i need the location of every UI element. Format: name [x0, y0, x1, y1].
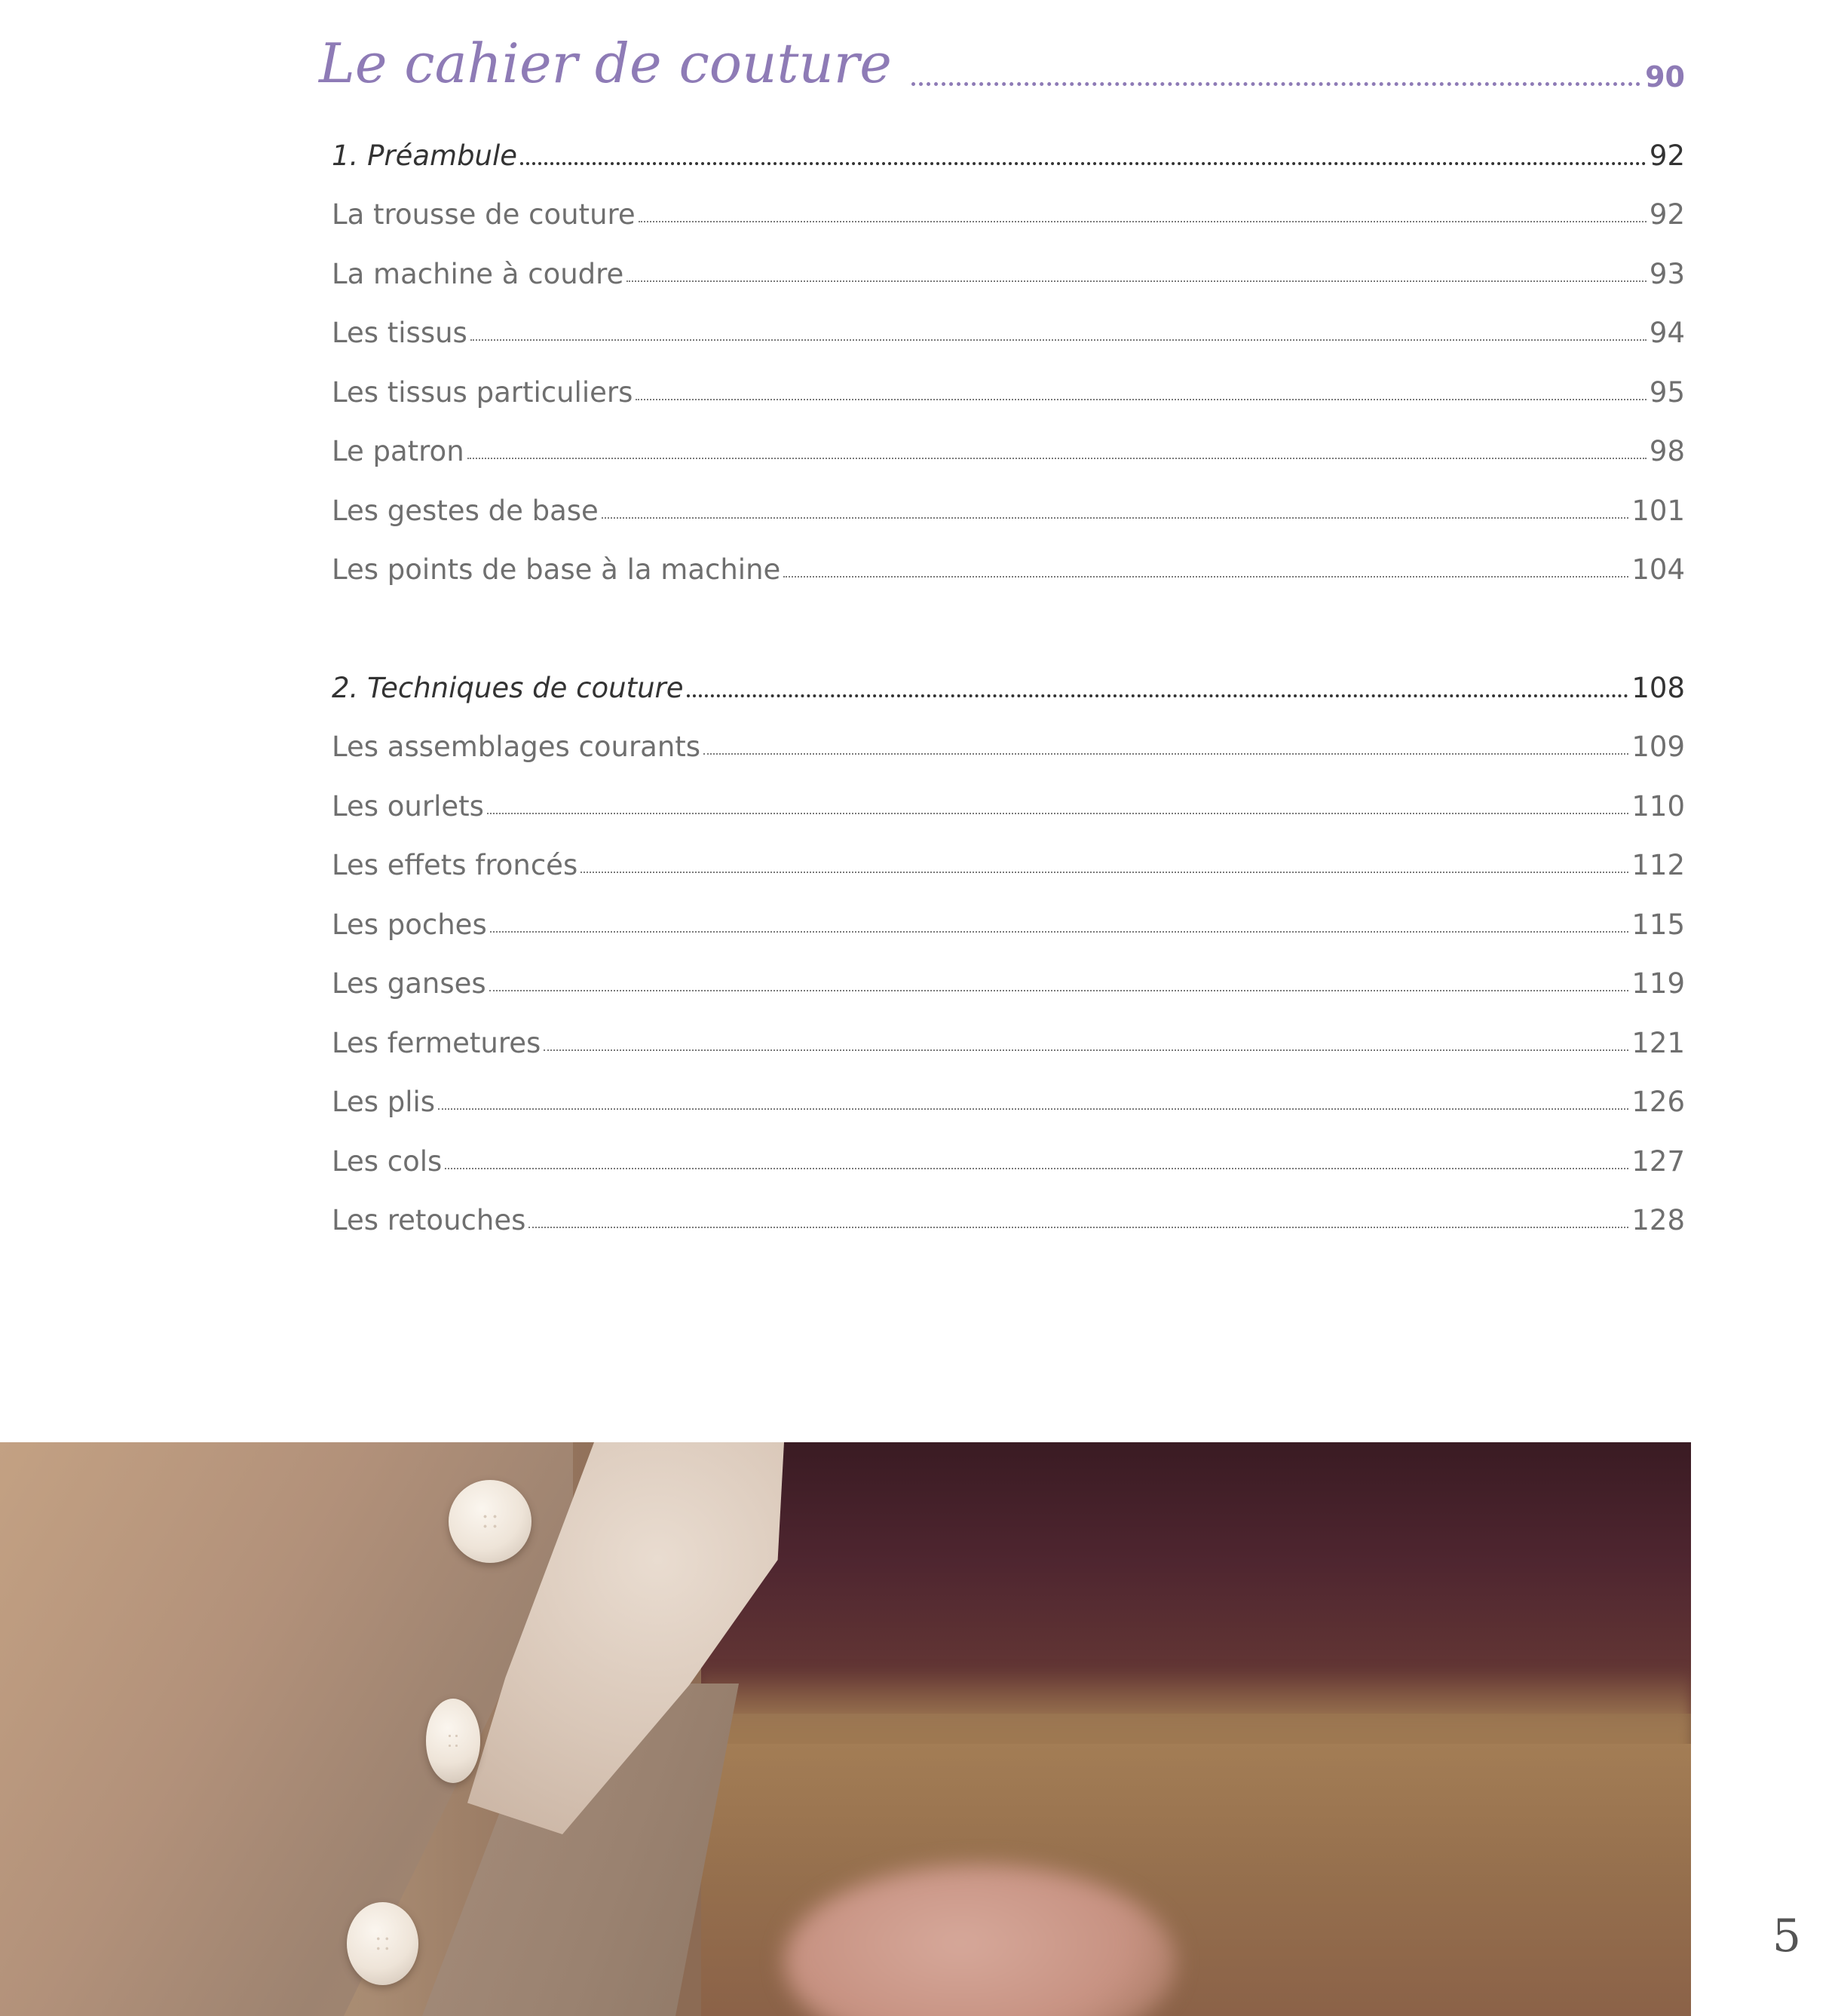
- dot-leader: [490, 931, 1629, 933]
- toc-entry[interactable]: [332, 180, 1685, 240]
- toc-entry-label: La machine à coudre: [332, 257, 624, 290]
- toc-entry[interactable]: [332, 417, 1685, 476]
- sewing-photo: [0, 1442, 1691, 2016]
- toc-entry-label: Les retouches: [332, 1204, 526, 1236]
- toc-entry-page: 104: [1631, 553, 1685, 586]
- dot-leader: [520, 162, 1647, 165]
- toc-entry-label: Les tissus: [332, 317, 467, 349]
- toc-entry-label: Les effets froncés: [332, 849, 578, 881]
- dot-leader: [470, 339, 1647, 341]
- toc-entry-label: Les gestes de base: [332, 494, 599, 527]
- toc-entry[interactable]: [332, 771, 1685, 831]
- dot-leader: [467, 458, 1647, 459]
- toc-entry-label: Les poches: [332, 908, 487, 941]
- dot-leader: [626, 280, 1647, 282]
- dot-leader: [445, 1168, 1628, 1169]
- toc-entry-page: 115: [1631, 908, 1685, 941]
- toc-entry-label: Le patron: [332, 435, 464, 467]
- toc-entry-page: 98: [1649, 435, 1685, 467]
- toc-section-heading[interactable]: [332, 121, 1685, 180]
- toc-entry[interactable]: [332, 712, 1685, 772]
- toc-entry-page: 95: [1649, 375, 1685, 409]
- toc-entry-label: Les tissus particuliers: [332, 375, 633, 409]
- toc-entry[interactable]: [332, 1068, 1685, 1127]
- toc-heading-label: 2. Techniques de couture: [332, 671, 684, 704]
- toc-entry-label: Les cols: [332, 1144, 443, 1178]
- dot-leader: [639, 221, 1647, 222]
- toc-entry-page: 112: [1631, 849, 1685, 881]
- garment-button: [347, 1902, 418, 1985]
- toc-entry[interactable]: [332, 1008, 1685, 1068]
- toc-entry-page: 110: [1631, 789, 1685, 823]
- toc-entry-label: Les ourlets: [332, 789, 484, 823]
- toc-entry-label: Les fermetures: [332, 1026, 541, 1059]
- toc-entry-page: 94: [1649, 317, 1685, 349]
- toc-entry[interactable]: [332, 299, 1685, 358]
- toc-title-row: [319, 21, 1685, 97]
- toc-entry[interactable]: [332, 535, 1685, 595]
- toc-heading-page: 108: [1631, 671, 1685, 704]
- garment-button: [426, 1699, 480, 1783]
- garment-button: [449, 1480, 531, 1563]
- dot-leader: [911, 82, 1640, 86]
- toc-entry[interactable]: [332, 239, 1685, 299]
- dot-leader: [703, 753, 1628, 755]
- dot-leader: [528, 1227, 1628, 1228]
- toc-heading-label: 1. Préambule: [332, 139, 518, 172]
- toc-entry-page: 92: [1649, 198, 1685, 231]
- toc-entry[interactable]: [332, 1186, 1685, 1245]
- toc-entry[interactable]: [332, 1126, 1685, 1186]
- toc-entry-label: Les plis: [332, 1086, 436, 1118]
- dot-leader: [438, 1108, 1628, 1110]
- dot-leader: [489, 990, 1629, 991]
- toc-entry-page: 127: [1631, 1144, 1685, 1178]
- toc-entry-label: La trousse de couture: [332, 198, 636, 231]
- toc-section-techniques: [332, 653, 1685, 1245]
- toc-entry-page: 121: [1631, 1026, 1685, 1059]
- toc-entry[interactable]: [332, 949, 1685, 1009]
- toc-section-heading[interactable]: [332, 653, 1685, 712]
- dot-leader: [602, 517, 1629, 519]
- toc-entry-label: Les assemblages courants: [332, 731, 701, 763]
- toc-entry[interactable]: [332, 890, 1685, 949]
- dot-leader: [487, 813, 1628, 814]
- dot-leader: [636, 399, 1647, 400]
- toc-entry-page: 126: [1631, 1086, 1685, 1118]
- toc-title-page: 90: [1645, 60, 1685, 93]
- toc-entry-page: 109: [1631, 731, 1685, 763]
- toc-entry-label: Les ganses: [332, 967, 486, 1000]
- toc-entry-label: Les points de base à la machine: [332, 553, 781, 586]
- dot-leader: [581, 872, 1628, 873]
- dot-leader: [544, 1049, 1628, 1051]
- dot-leader: [783, 576, 1628, 578]
- toc-entry-page: 101: [1631, 494, 1685, 527]
- toc-entry-page: 93: [1649, 257, 1685, 290]
- toc-section-preambule: [332, 121, 1685, 594]
- toc-entry-page: 128: [1631, 1204, 1685, 1236]
- toc-entry[interactable]: [332, 357, 1685, 417]
- toc-entry[interactable]: [332, 831, 1685, 890]
- toc-title: Le cahier de couture: [319, 32, 892, 95]
- dot-leader: [687, 694, 1629, 697]
- toc-entry[interactable]: [332, 476, 1685, 535]
- toc-heading-page: 92: [1649, 139, 1685, 172]
- toc-entry-page: 119: [1631, 967, 1685, 1000]
- page-number: 5: [1772, 1910, 1802, 1962]
